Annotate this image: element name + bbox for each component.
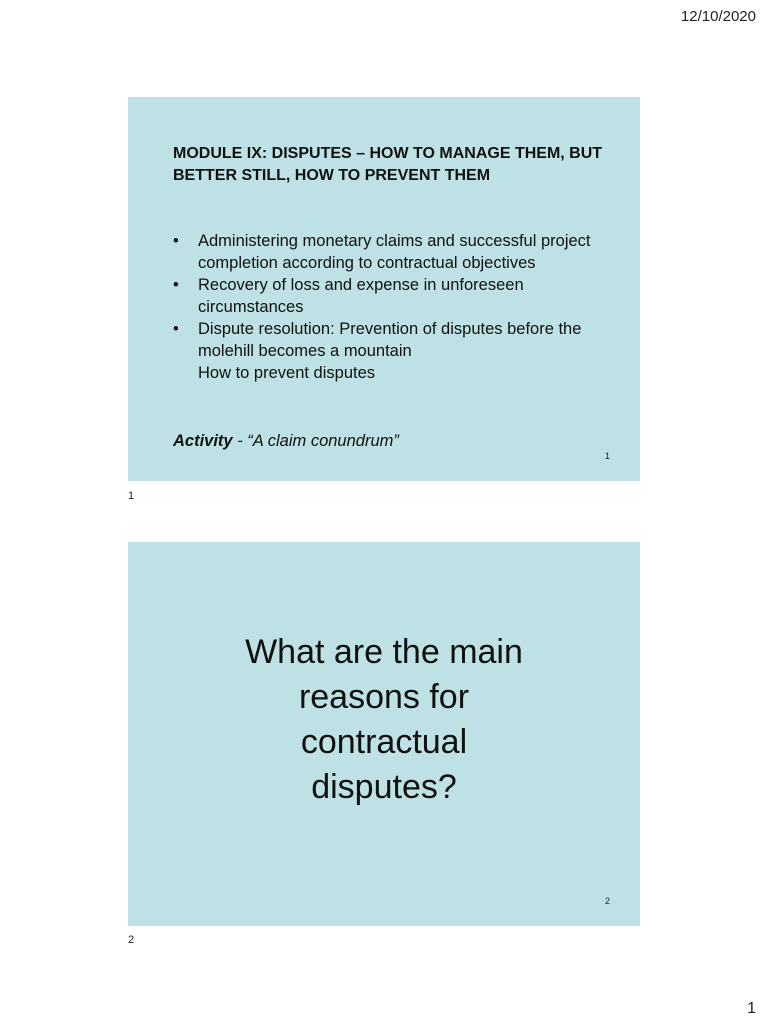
slide-number: 1 <box>604 451 610 461</box>
bullet-continuation: How to prevent disputes <box>198 364 376 382</box>
activity-text: - “A claim conundrum” <box>232 432 399 450</box>
slide-title: MODULE IX: DISPUTES – HOW TO MANAGE THEM, BUT BETTER STILL, HOW TO PREVENT THEM <box>173 145 603 184</box>
slide-1 <box>128 97 640 481</box>
page-date: 12/10/2020 <box>680 8 756 25</box>
activity-line <box>173 430 399 452</box>
bullet-item: • Dispute resolution: Prevention of disputes before the molehill becomes a mountain How to prevent disputes <box>173 318 613 384</box>
slide-caption: 2 <box>128 934 135 946</box>
bullet-list <box>173 230 613 384</box>
bullet-dot-icon: • <box>173 320 179 338</box>
slide-2 <box>128 542 640 926</box>
slide-caption: 1 <box>128 490 135 502</box>
page-number: 1 <box>747 1000 756 1017</box>
bullet-dot-icon: • <box>173 232 179 250</box>
slide-question: What are the main reasons for contractual disputes? <box>245 633 523 806</box>
slide-number: 2 <box>604 896 610 906</box>
bullet-item: • Recovery of loss and expense in unforeseen circumstances <box>173 276 524 316</box>
bullet-dot-icon: • <box>173 276 179 294</box>
activity-label: Activity <box>173 432 233 450</box>
bullet-item: • Administering monetary claims and successful project completion according to contractual objectives <box>173 232 591 272</box>
